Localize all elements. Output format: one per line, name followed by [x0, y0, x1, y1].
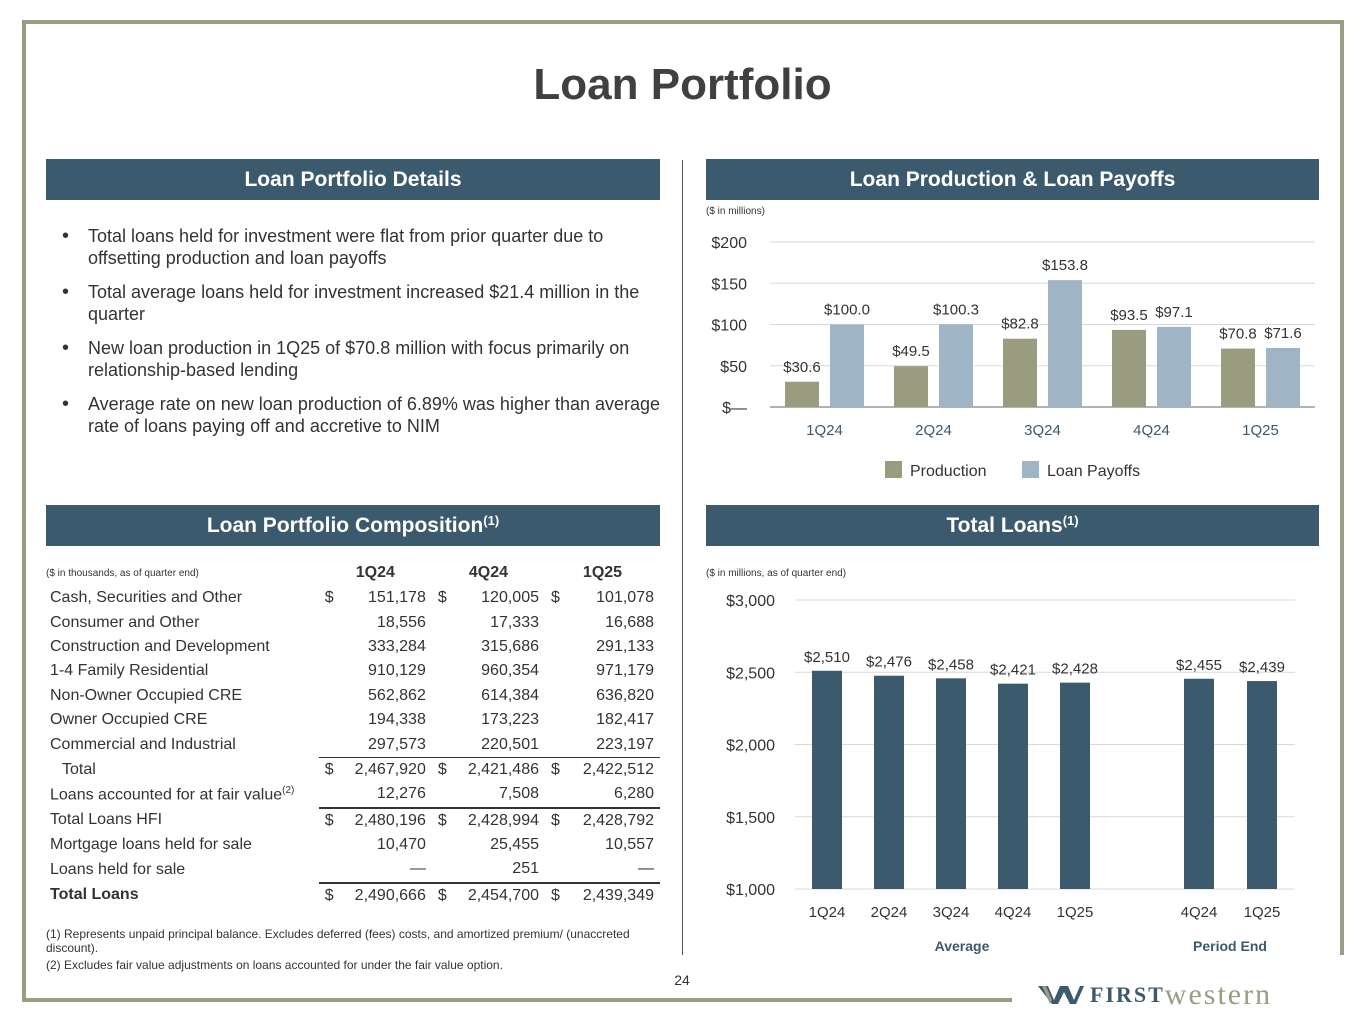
x-tick-label: 4Q24 [994, 904, 1032, 921]
cell-value: — [570, 857, 660, 882]
cell-value: 25,455 [490, 836, 539, 854]
bullet-item: • Total loans held for investment were flat from prior quarter due to offsetting production and loan payoffs [62, 225, 667, 269]
cell-value: 2,439,349 [582, 886, 654, 904]
cell-value: 10,470 [376, 836, 426, 854]
bar-total-loans [998, 684, 1028, 889]
frame-right-border [1340, 20, 1344, 955]
row-label: Commercial and Industrial [50, 735, 236, 753]
data-label: $2,458 [928, 656, 974, 674]
currency-symbol: $ [432, 757, 457, 782]
bar-production [785, 382, 819, 407]
bullet-item: • New loan production in 1Q25 of $70.8 million with focus primarily on relationship-based lending [62, 337, 667, 381]
composition-header [46, 505, 660, 546]
y-tick-label: $150 [711, 276, 747, 294]
table-row-total-hfi [46, 808, 660, 833]
data-label: $49.5 [892, 343, 930, 361]
row-label: Consumer and Other [50, 613, 200, 631]
composition-table [46, 560, 660, 908]
y-tick-label: $1,500 [726, 809, 775, 827]
bullet-item: • Average rate on new loan production of 6.89% was higher than average rate of loans paying off and accretive to NIM [62, 393, 667, 437]
y-tick-label: $— [722, 400, 747, 417]
cell-value: 614,384 [481, 686, 539, 704]
x-tick-label: 2Q24 [870, 904, 908, 921]
currency-symbol: $ [319, 757, 344, 782]
bar-production [1112, 330, 1146, 407]
bar-total-loans [874, 676, 904, 889]
currency-symbol: $ [437, 811, 447, 829]
column-header: 4Q24 [468, 564, 508, 581]
data-label: $2,476 [866, 653, 912, 671]
y-tick-label: $1,000 [726, 882, 775, 899]
currency-symbol: $ [324, 886, 334, 904]
footnote-1: (1) Represents unpaid principal balance. Excludes deferred (fees) costs, and amortized premium/ (unaccreted discount). [46, 927, 630, 955]
total-loans-header-sup: (1) [1062, 513, 1079, 528]
bar-total-loans [812, 671, 842, 889]
frame-bottom-border [22, 998, 1012, 1002]
composition-header-sup: (1) [483, 513, 500, 528]
data-label: $70.8 [1219, 325, 1257, 343]
production-units-note: ($ in millions) [706, 206, 765, 217]
cell-value: 220,501 [481, 735, 539, 753]
logo-mark-icon [1038, 984, 1084, 1006]
row-label: Total Loans HFI [50, 811, 163, 829]
row-label: Non-Owner Occupied CRE [50, 686, 243, 704]
group-label: Average [934, 938, 990, 954]
row-label: Owner Occupied CRE [50, 711, 208, 729]
cell-value: 7,508 [457, 782, 545, 807]
cell-value: 2,467,920 [343, 757, 431, 782]
cell-value: 101,078 [596, 589, 654, 607]
logo-text-first: FIRST [1090, 982, 1165, 1007]
cell-value: 120,005 [481, 589, 539, 607]
currency-symbol: $ [324, 811, 334, 829]
bullet-item: • Total average loans held for investment increased $21.4 million in the quarter [62, 281, 667, 325]
table-header-row [46, 560, 660, 586]
cell-value: — [343, 857, 431, 882]
column-divider [682, 160, 683, 955]
currency-symbol: $ [545, 757, 570, 782]
row-label-sup: (2) [282, 785, 295, 797]
bar-total-loans [1247, 681, 1277, 889]
table-row [46, 635, 660, 659]
bar-payoffs [1157, 327, 1191, 407]
production-header-text: Loan Production & Loan Payoffs [849, 167, 1176, 191]
company-logo [1038, 978, 1272, 1012]
table-row [46, 732, 660, 757]
x-tick-label: 1Q24 [806, 422, 843, 439]
cell-value: 2,428,792 [582, 811, 654, 829]
cell-value: 16,688 [605, 613, 654, 631]
bar-total-loans [936, 678, 966, 889]
cell-value: 2,428,994 [467, 811, 539, 829]
y-tick-label: $200 [711, 235, 747, 252]
production-payoffs-chart [700, 225, 1330, 495]
frame-left-border [22, 20, 26, 1002]
bar-production [894, 366, 928, 407]
row-label-text: Loans accounted for at fair value [50, 786, 283, 804]
cell-value: 910,129 [368, 662, 426, 680]
row-label: Mortgage loans held for sale [50, 836, 252, 854]
total-loans-header [706, 505, 1319, 546]
cell-value: 297,573 [368, 735, 426, 753]
x-tick-label: 1Q25 [1243, 904, 1281, 921]
data-label: $71.6 [1264, 324, 1302, 342]
total-loans-chart [700, 585, 1330, 955]
cell-value: 636,820 [596, 686, 654, 704]
footnote-2: (2) Excludes fair value adjustments on loans accounted for under the fair value option. [46, 958, 503, 972]
row-label: Total [62, 760, 96, 778]
row-label: 1-4 Family Residential [50, 662, 209, 680]
cell-value: 182,417 [596, 711, 654, 729]
cell-value: 2,421,486 [457, 757, 545, 782]
table-row [46, 833, 660, 857]
row-label: Construction and Development [50, 637, 270, 655]
data-label: $30.6 [783, 358, 821, 376]
data-label: $97.1 [1155, 303, 1193, 321]
x-tick-label: 1Q25 [1242, 422, 1279, 439]
data-label: $93.5 [1110, 306, 1148, 324]
table-row-grand-total [46, 883, 660, 908]
x-tick-label: 3Q24 [1024, 422, 1061, 439]
cell-value: 151,178 [368, 589, 426, 607]
cell-value: 2,480,196 [354, 811, 426, 829]
group-label: Period End [1193, 938, 1267, 954]
composition-header-text: Loan Portfolio Composition [206, 513, 484, 537]
x-tick-label: 3Q24 [932, 904, 970, 921]
cell-value: 960,354 [481, 662, 539, 680]
table-row [46, 782, 660, 807]
data-label: $153.8 [1042, 257, 1088, 275]
data-label: $2,428 [1052, 660, 1098, 678]
currency-symbol: $ [551, 589, 560, 607]
cell-value: 18,556 [376, 613, 426, 631]
y-tick-label: $100 [711, 317, 747, 335]
data-label: $2,455 [1176, 656, 1222, 674]
table-row [46, 857, 660, 882]
table-row-total [46, 757, 660, 782]
x-tick-label: 4Q24 [1180, 904, 1218, 921]
total-loans-header-text: Total Loans [946, 513, 1063, 537]
table-row [46, 659, 660, 683]
legend-swatch [885, 461, 902, 478]
column-header: 1Q24 [355, 564, 395, 581]
table-row [46, 708, 660, 732]
bar-payoffs [1266, 348, 1300, 407]
row-label [46, 782, 319, 807]
page-number: 24 [674, 972, 690, 988]
cell-value: 2,490,666 [354, 886, 426, 904]
y-tick-label: $2,500 [726, 665, 775, 683]
composition-units-note: ($ in thousands, as of quarter end) [46, 567, 199, 579]
bar-production [1221, 349, 1255, 407]
column-header: 1Q25 [582, 564, 623, 581]
legend-swatch [1022, 461, 1039, 478]
bar-payoffs [939, 324, 973, 407]
legend-label: Production [910, 463, 987, 480]
data-label: $2,510 [804, 648, 850, 666]
table-row [46, 684, 660, 708]
cell-value: 12,276 [343, 782, 431, 807]
cell-value: 173,223 [481, 711, 539, 729]
cell-value: 971,179 [596, 662, 654, 680]
cell-value: 291,133 [596, 637, 654, 655]
cell-value: 223,197 [596, 735, 654, 753]
page-title: Loan Portfolio [533, 60, 832, 109]
x-tick-label: 4Q24 [1133, 422, 1170, 439]
bar-payoffs [1048, 280, 1082, 407]
cell-value: 194,338 [368, 711, 426, 729]
details-header-text: Loan Portfolio Details [244, 167, 462, 191]
currency-symbol: $ [324, 589, 334, 607]
row-label: Cash, Securities and Other [50, 589, 243, 607]
data-label: $2,439 [1239, 659, 1285, 677]
cell-value: 315,686 [481, 637, 539, 655]
data-label: $2,421 [990, 661, 1036, 679]
cell-value: 333,284 [368, 637, 426, 655]
data-label: $100.0 [824, 301, 870, 319]
bar-production [1003, 339, 1037, 407]
currency-symbol: $ [551, 886, 560, 904]
cell-value: 17,333 [490, 613, 539, 631]
table-row [46, 586, 660, 610]
bar-total-loans [1184, 679, 1214, 889]
logo-text-western: western [1164, 978, 1273, 1011]
cell-value: 562,862 [368, 686, 426, 704]
data-label: $100.3 [933, 301, 979, 319]
cell-value: 10,557 [605, 836, 654, 854]
x-tick-label: 2Q24 [915, 422, 952, 439]
row-label: Total Loans [50, 886, 139, 904]
details-bullet-list [62, 225, 667, 449]
data-label: $82.8 [1001, 315, 1039, 333]
currency-symbol: $ [437, 886, 447, 904]
cell-value: 6,280 [570, 782, 660, 807]
table-row [46, 610, 660, 634]
production-header [706, 159, 1319, 200]
frame-top-border [22, 20, 1344, 24]
bar-total-loans [1060, 683, 1090, 889]
currency-symbol: $ [437, 589, 447, 607]
details-header [46, 159, 660, 200]
total-loans-units-note: ($ in millions, as of quarter end) [706, 568, 847, 579]
legend-label: Loan Payoffs [1047, 463, 1141, 480]
cell-value: 2,454,700 [467, 886, 539, 904]
currency-symbol: $ [551, 811, 560, 829]
row-label: Loans held for sale [50, 860, 186, 878]
cell-value: 251 [457, 857, 545, 882]
x-tick-label: 1Q25 [1056, 904, 1094, 921]
bar-payoffs [830, 325, 864, 408]
y-tick-label: $2,000 [726, 737, 775, 755]
cell-value: 2,422,512 [570, 757, 660, 782]
x-tick-label: 1Q24 [808, 904, 846, 921]
y-tick-label: $3,000 [726, 593, 775, 610]
y-tick-label: $50 [720, 358, 747, 376]
